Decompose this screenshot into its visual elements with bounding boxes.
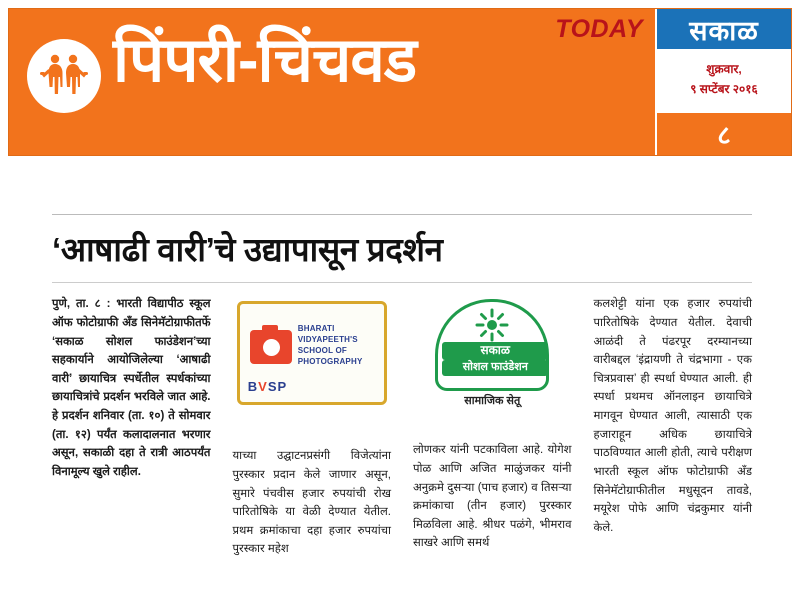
publication-date bbox=[657, 49, 791, 113]
article-paragraph: याच्या उद्घाटनप्रसंगी विजेत्यांना पुरस्कार प्रदान केले जाणार असून, सुमारे पंचवीस हजार रुपयांची रोख पारितोषिके या वेळी देण्यात येतील. प्रथम क्रमांकाचा दहा हजार रुपयांचा पुरस्कार महेश bbox=[232, 450, 391, 556]
bvsp-line-3: SCHOOL OF bbox=[297, 345, 347, 355]
divider-top bbox=[52, 214, 752, 215]
page-number: ८ bbox=[657, 113, 791, 155]
warkari-logo-icon bbox=[27, 39, 101, 113]
bvsp-logo-figure bbox=[233, 301, 392, 441]
date-full: ९ सप्टेंबर २०१६ bbox=[690, 82, 758, 97]
date-day: शुक्रवार, bbox=[706, 62, 742, 76]
bvsp-monogram-mid: V bbox=[258, 379, 268, 395]
brand-logo: सकाळ bbox=[657, 9, 791, 49]
shield-shape bbox=[435, 299, 549, 391]
sakal-tagline: सामाजिक सेतू bbox=[464, 395, 521, 408]
sakal-logo-figure bbox=[413, 295, 572, 435]
bvsp-monogram-right: SP bbox=[267, 379, 288, 395]
bvsp-line-4: PHOTOGRAPHY bbox=[297, 356, 363, 366]
sakal-band-secondary: सोशल फाउंडेशन bbox=[442, 360, 548, 376]
article-column bbox=[233, 295, 392, 563]
camera-icon bbox=[250, 330, 292, 364]
article-columns bbox=[52, 295, 752, 563]
bvsp-line-2: VIDYAPEETH'S bbox=[297, 335, 358, 345]
bvsp-line-1: BHARATI bbox=[297, 324, 335, 334]
masthead-left bbox=[9, 9, 657, 155]
today-badge: TODAY bbox=[555, 15, 643, 43]
article-column bbox=[52, 295, 211, 563]
article-column bbox=[594, 295, 753, 563]
bvsp-logo bbox=[237, 301, 387, 405]
page-title: पिंपरी-चिंचवड bbox=[113, 26, 416, 95]
article bbox=[52, 214, 752, 563]
sakal-social-foundation-logo bbox=[417, 295, 567, 413]
bvsp-monogram bbox=[248, 376, 287, 397]
article-headline: ‘आषाढी वारी’चे उद्यापासून प्रदर्शन bbox=[52, 231, 443, 268]
sakal-band-primary: सकाळ bbox=[442, 342, 548, 359]
bvsp-logo-text bbox=[298, 324, 382, 367]
article-column bbox=[413, 295, 572, 563]
article-paragraph: लोणकर यांनी पटकाविला आहे. योगेश पोळ आणि अजित माळुंजकर यांनी अनुक्रमे दुसऱ्या (पाच हजार) व तिसऱ्या क्रमांकाचा (तीन हजार) पुरस्कार मिळविला आहे. श्रीधर पळंगे, भीमराव साखरे आणि समर्थ bbox=[413, 444, 572, 550]
article-paragraph: कलशेट्टी यांना एक हजार रुपयांची पारितोषिके देण्यात येतील. देवाची आळंदी ते पंढरपूर दरम्यानच्या वारीबद्दल ‘इंद्रायणी ते चंद्रभागा - एक चित्रप्रवास’ ही स्पर्धा घेण्यात आली. ही स्पर्धा प्रथमच ऑनलाइन छायाचित्रे मागवून घेण्यात आली, त्यासाठी एक हजाराहून अधिक छायाचित्रे पाठविण्यात आली होती, त्याचे परीक्षण भारती स्कूल ऑफ फोटोग्राफी अँड सिनेमॅटोग्राफीतील मधुसूदन तावडे, मयूरेश पोफे आणि चंद्रकुमार यांनी केले. bbox=[593, 298, 752, 534]
divider-under-headline bbox=[52, 282, 752, 283]
sunburst-icon bbox=[475, 308, 509, 342]
bvsp-monogram-left: B bbox=[247, 379, 259, 395]
article-paragraph: पुणे, ता. ८ : भारती विद्यापीठ स्कूल ऑफ फोटोग्राफी अँड सिनेमॅटोग्राफीतर्फे ‘सकाळ सोशल फाउंडेशन’च्या सहकार्याने आयोजिलेल्या ‘आषाढी वारी’ छायाचित्र स्पर्धेतील स्पर्धकांच्या छायाचित्रांचे प्रदर्शन भरविले जात आहे. हे प्रदर्शन शनिवार (ता. १०) ते सोमवार (ता. १२) पर्यंत कलादालनात भरणार असून, सकाळी दहा ते रात्री आठपर्यंत विनामूल्य खुले राहील. bbox=[52, 298, 211, 478]
masthead bbox=[8, 8, 792, 156]
masthead-right bbox=[657, 9, 791, 155]
